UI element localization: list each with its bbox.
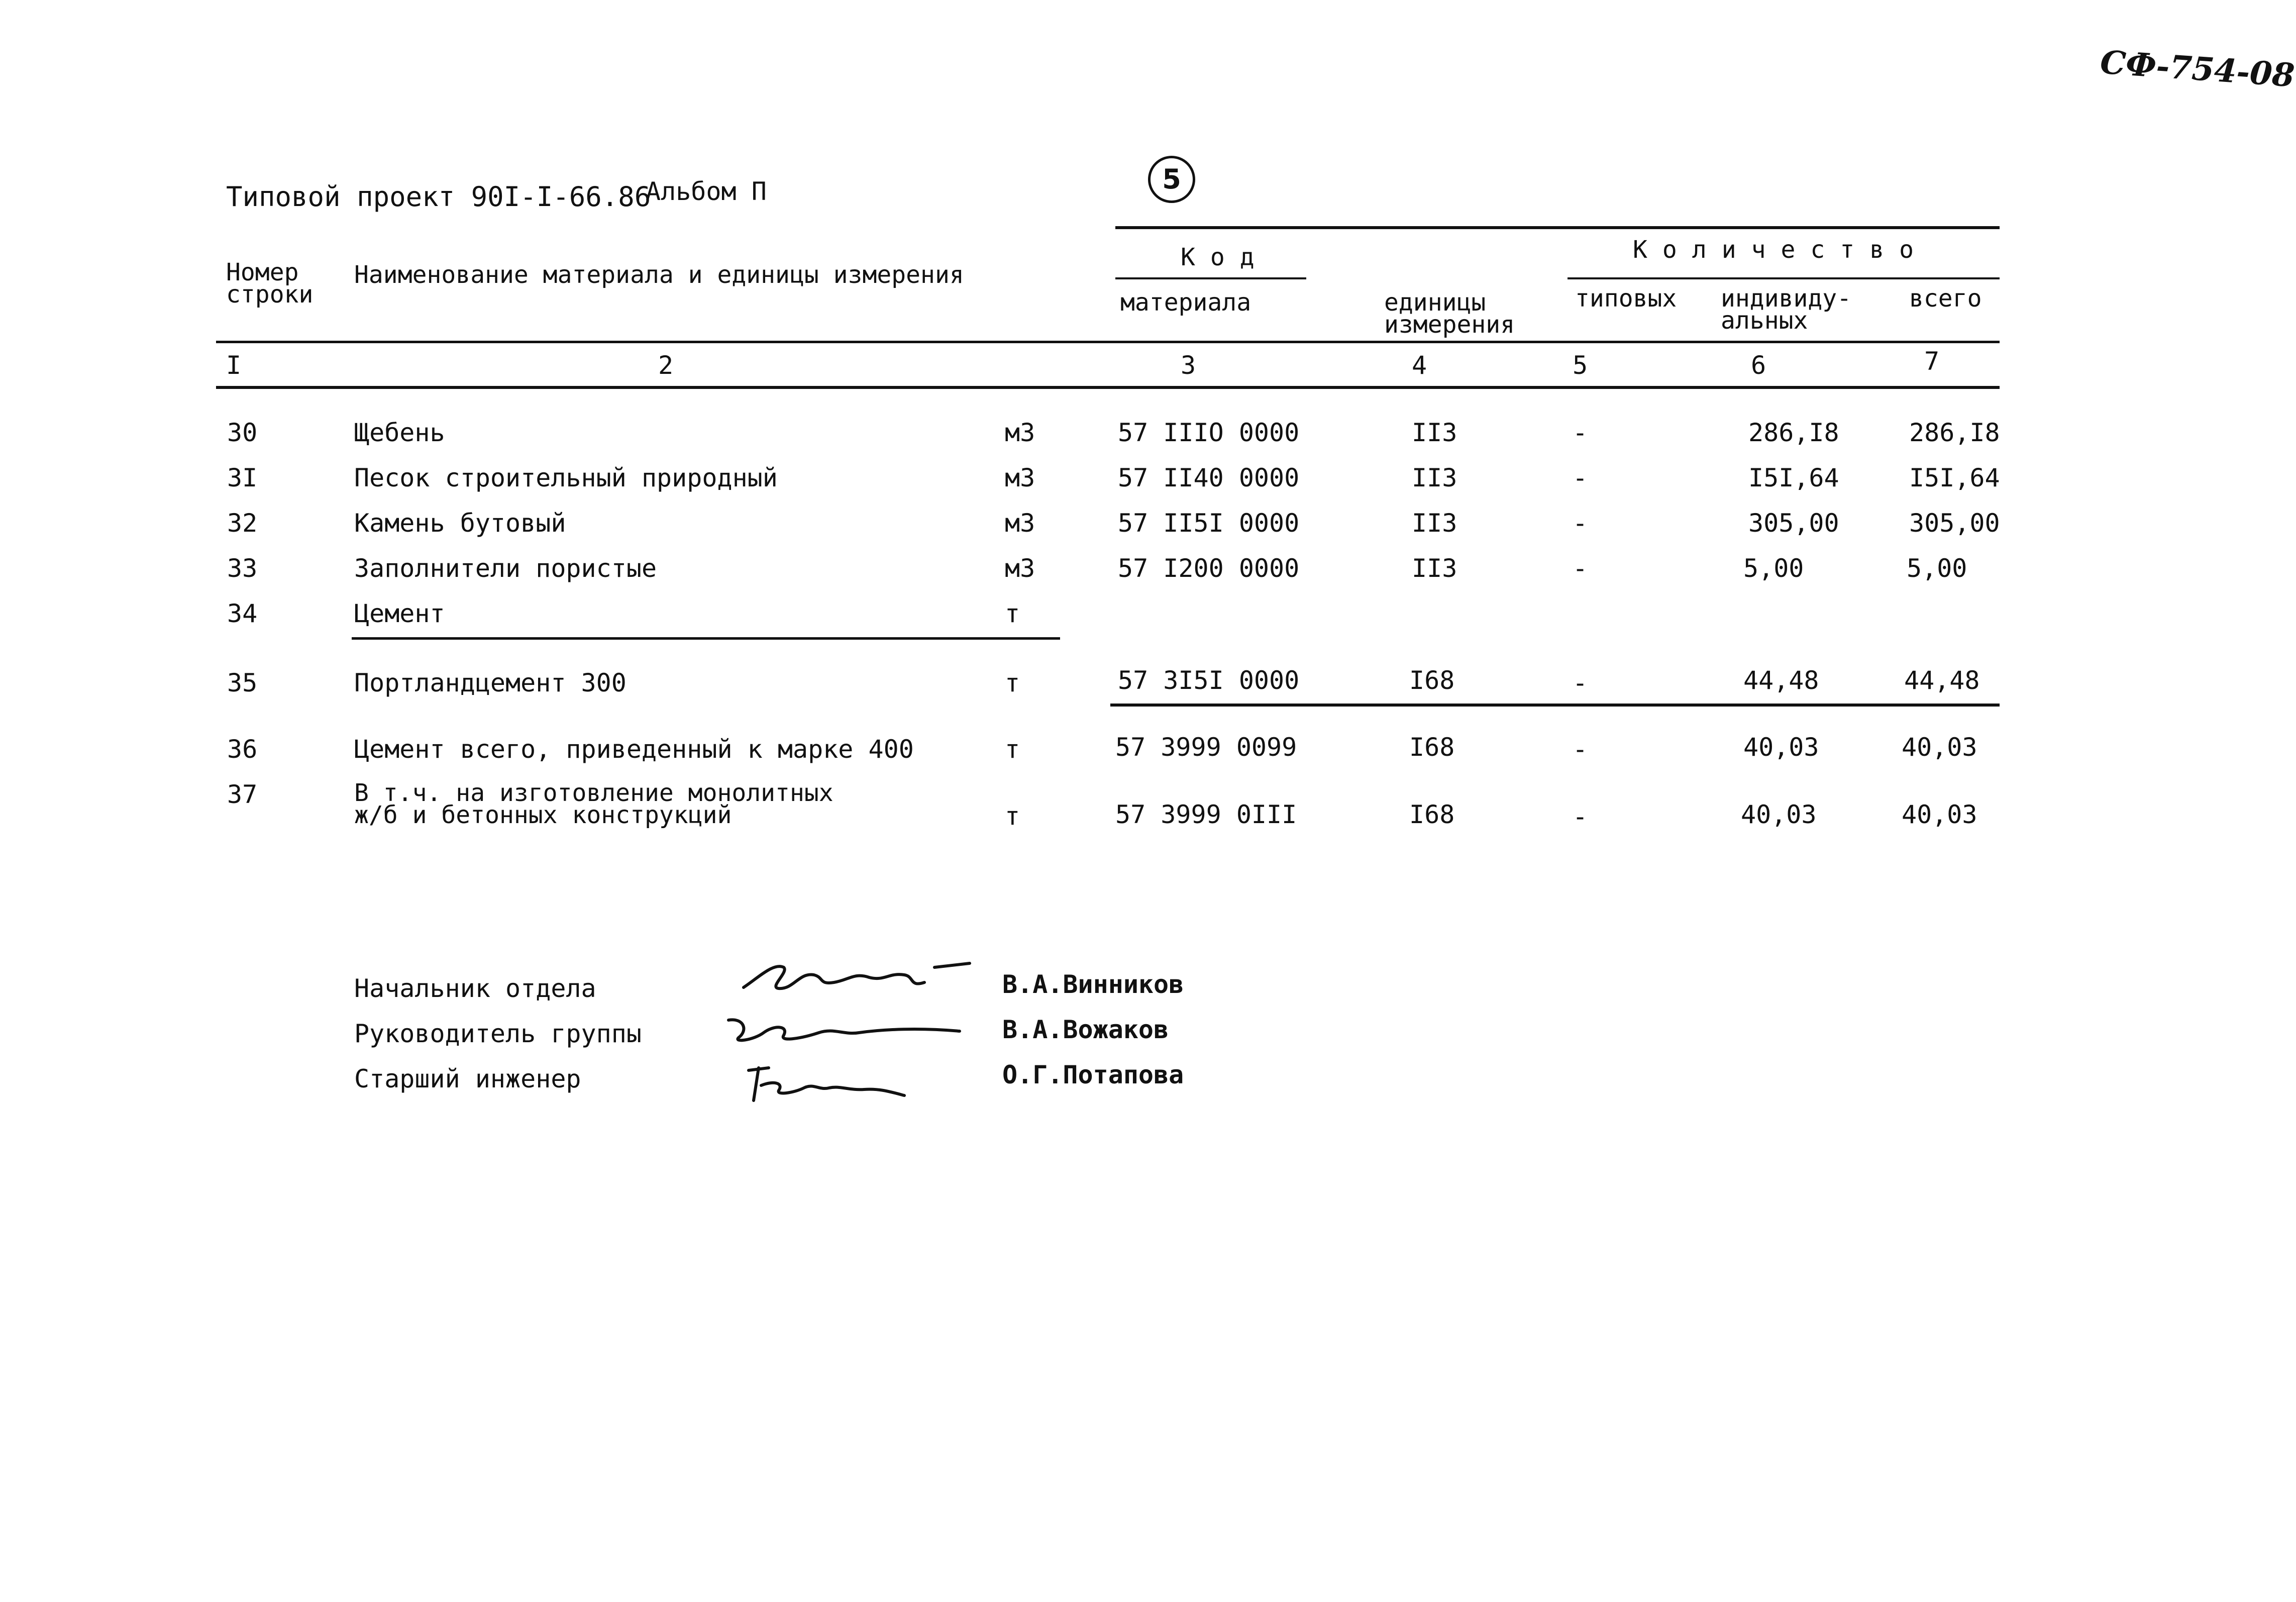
unit: т bbox=[1005, 735, 1020, 764]
qty-typical: - bbox=[1573, 735, 1588, 764]
qty-typical: - bbox=[1573, 802, 1588, 831]
qty-typical: - bbox=[1573, 418, 1588, 447]
row-number: 32 bbox=[227, 509, 258, 538]
header-code-unit-line2: измерения bbox=[1384, 311, 1515, 339]
header-code-group: Код bbox=[1181, 243, 1270, 271]
qty-typical: - bbox=[1573, 509, 1588, 538]
qty-total: I5I,64 bbox=[1909, 463, 2000, 492]
unit-code: I68 bbox=[1409, 733, 1455, 762]
qty-individual: 286,I8 bbox=[1748, 418, 1839, 447]
material-name-line2: ж/б и бетонных конструкций bbox=[354, 801, 732, 829]
signature-role-lead: Руководитель группы bbox=[354, 1019, 642, 1048]
qty-typical: - bbox=[1573, 554, 1588, 583]
unit-code: II3 bbox=[1412, 554, 1457, 583]
signature-role-head: Начальник отдела bbox=[354, 974, 596, 1003]
unit: м3 bbox=[1005, 509, 1035, 538]
qty-total: 305,00 bbox=[1909, 509, 2000, 538]
header-qty-individual bbox=[1721, 284, 1852, 335]
unit-code: I68 bbox=[1409, 666, 1455, 695]
signature-name-head: В.А.Винников bbox=[1002, 970, 1184, 999]
unit-code: II3 bbox=[1412, 463, 1457, 492]
material-code: 57 I200 0000 bbox=[1118, 554, 1300, 583]
header-row-number bbox=[226, 258, 314, 309]
material-name: Камень бутовый bbox=[354, 509, 566, 538]
material-name: Цемент всего, приведенный к марке 400 bbox=[354, 735, 914, 764]
unit-code: I68 bbox=[1409, 800, 1455, 829]
material-name: Заполнители пористые bbox=[354, 554, 657, 583]
unit: м3 bbox=[1005, 554, 1035, 583]
subgroup-rule bbox=[352, 637, 1060, 640]
material-name: Цемент bbox=[354, 599, 445, 628]
row-number: 35 bbox=[227, 668, 258, 697]
table-top-rule bbox=[1115, 226, 2000, 229]
header-code-unit bbox=[1384, 288, 1515, 339]
qty-typical: - bbox=[1573, 668, 1588, 697]
header-qty-total: всего bbox=[1909, 284, 1982, 313]
signature-lead-handwriting bbox=[718, 1010, 970, 1050]
unit: т bbox=[1005, 668, 1020, 697]
header-bottom-rule bbox=[216, 341, 2000, 343]
header-row-number-line1: Номер bbox=[226, 258, 299, 286]
qty-group-rule bbox=[1568, 277, 2000, 279]
material-name bbox=[354, 779, 833, 829]
document-code: СФ-754-08 bbox=[2099, 43, 2296, 95]
unit: т bbox=[1005, 802, 1020, 831]
qty-individual: 40,03 bbox=[1741, 800, 1817, 829]
row-number: 34 bbox=[227, 599, 258, 628]
qty-individual: 5,00 bbox=[1743, 554, 1804, 583]
qty-individual: 44,48 bbox=[1743, 666, 1819, 695]
page-number: 5 bbox=[1162, 163, 1181, 195]
header-name: Наименование материала и единицы измерения bbox=[354, 261, 964, 289]
qty-individual: 305,00 bbox=[1748, 509, 1839, 538]
row-number: 36 bbox=[227, 735, 258, 764]
row-number: 37 bbox=[227, 780, 258, 809]
column-number-7: 7 bbox=[1924, 347, 1940, 376]
header-qty-group: Количество bbox=[1633, 236, 1929, 264]
column-number-6: 6 bbox=[1751, 351, 1766, 380]
row-number: 3I bbox=[227, 463, 258, 492]
material-code: 57 3999 0099 bbox=[1115, 733, 1297, 762]
row-number: 33 bbox=[227, 554, 258, 583]
qty-typical: - bbox=[1573, 463, 1588, 492]
album-label: Альбом П bbox=[646, 177, 767, 206]
material-name: Портландцемент 300 bbox=[354, 668, 627, 697]
header-code-material: материала bbox=[1120, 288, 1251, 317]
column-number-4: 4 bbox=[1412, 351, 1427, 380]
column-number-2: 2 bbox=[658, 351, 674, 380]
material-code: 57 II40 0000 bbox=[1118, 463, 1300, 492]
page-number-badge bbox=[1148, 156, 1195, 203]
header-qty-typical: типовых bbox=[1575, 284, 1677, 313]
unit: м3 bbox=[1005, 463, 1035, 492]
row-number: 30 bbox=[227, 418, 258, 447]
column-number-3: 3 bbox=[1181, 351, 1196, 380]
column-number-1: I bbox=[226, 351, 242, 380]
qty-total: 40,03 bbox=[1902, 800, 1977, 829]
qty-total: 5,00 bbox=[1907, 554, 1967, 583]
unit-code: II3 bbox=[1412, 509, 1457, 538]
qty-individual: 40,03 bbox=[1743, 733, 1819, 762]
material-name: Песок строительный природный bbox=[354, 463, 778, 492]
signature-role-engineer: Старший инженер bbox=[354, 1064, 581, 1093]
qty-total: 44,48 bbox=[1904, 666, 1980, 695]
unit-code: II3 bbox=[1412, 418, 1457, 447]
signature-engineer-handwriting bbox=[739, 1060, 919, 1111]
unit: т bbox=[1005, 599, 1020, 628]
material-code: 57 IIIO 0000 bbox=[1118, 418, 1300, 447]
column-number-5: 5 bbox=[1573, 351, 1588, 380]
signature-name-lead: В.А.Вожаков bbox=[1002, 1015, 1169, 1044]
unit: м3 bbox=[1005, 418, 1035, 447]
material-code: 57 3I5I 0000 bbox=[1118, 666, 1300, 695]
signature-name-engineer: О.Г.Потапова bbox=[1002, 1060, 1184, 1089]
code-group-rule bbox=[1115, 277, 1306, 279]
qty-total: 286,I8 bbox=[1909, 418, 2000, 447]
material-name-line1: В т.ч. на изготовление монолитных bbox=[354, 779, 833, 807]
cement-values-rule bbox=[1110, 704, 2000, 707]
header-qty-individual-line2: альных bbox=[1721, 307, 1808, 335]
material-code: 57 3999 0III bbox=[1115, 800, 1297, 829]
qty-individual: I5I,64 bbox=[1748, 463, 1839, 492]
header-row-number-line2: строки bbox=[226, 280, 314, 309]
material-name: Щебень bbox=[354, 418, 445, 447]
signature-head-handwriting bbox=[739, 952, 980, 997]
project-title: Типовой проект 90I-I-66.86 bbox=[226, 181, 651, 213]
material-code: 57 II5I 0000 bbox=[1118, 509, 1300, 538]
header-code-unit-line1: единицы bbox=[1384, 288, 1486, 317]
column-numbers-rule bbox=[216, 386, 2000, 389]
qty-total: 40,03 bbox=[1902, 733, 1977, 762]
header-qty-individual-line1: индивиду- bbox=[1721, 284, 1852, 313]
